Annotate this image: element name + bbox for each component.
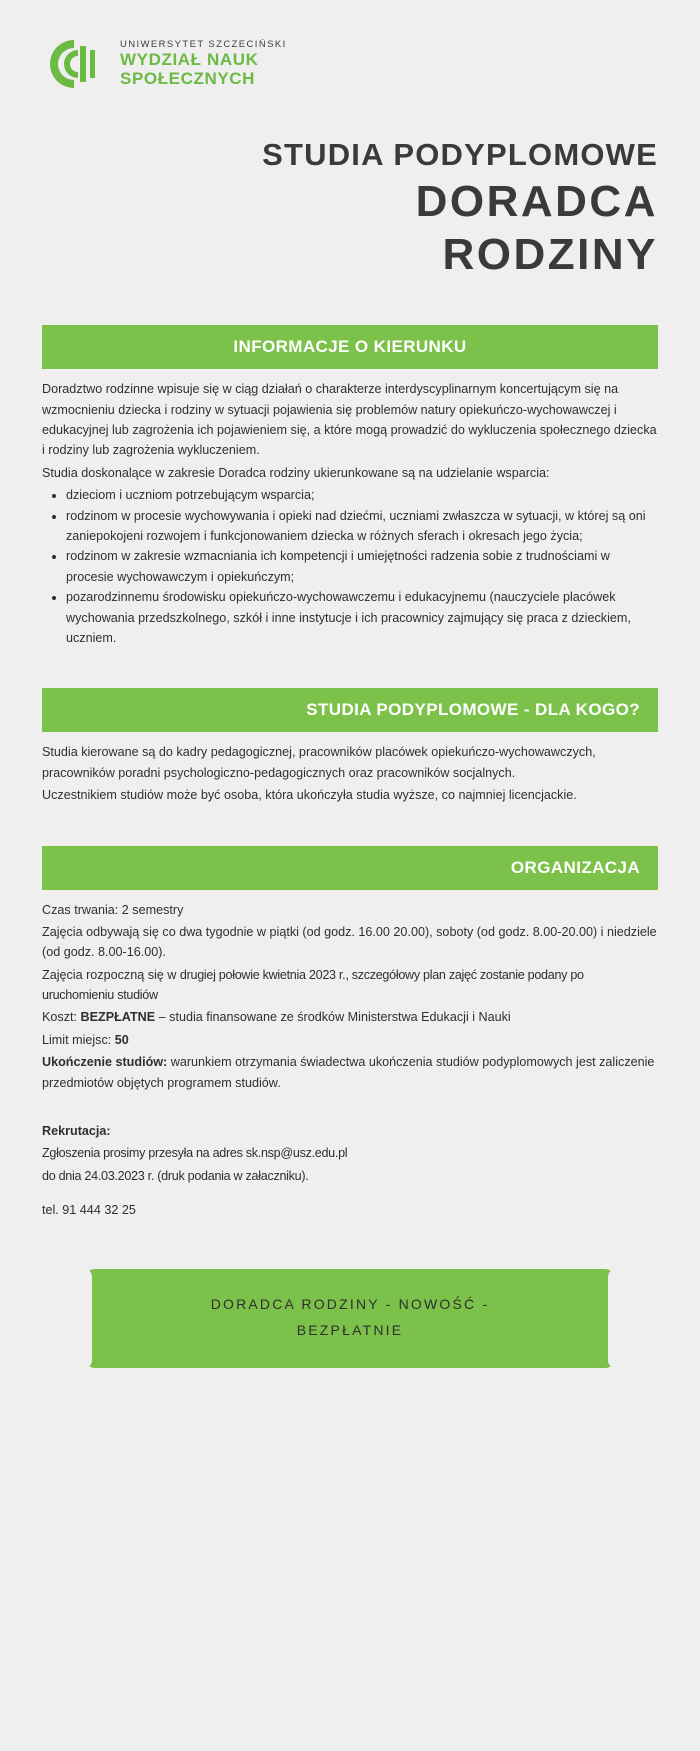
organizacja-start-prefix: Zajęcia rozpoczną się w [42, 967, 180, 982]
section-body-informacje [42, 369, 658, 648]
list-item: • rodzinom w procesie wychowywania i opieki nad dziećmi, uczniami zwłaszcza w sytuacji, w której są oni zaniepokojeni rozwojem i funkcjonowaniem dziecka w różnych sferach i okresach jego życia; [66, 506, 658, 547]
rekrutacja-email-line[interactable]: Zgłoszenia prosimy przesyła na adres sk.nsp@usz.edu.pl [42, 1146, 348, 1161]
section-heading-dla-kogo: STUDIA PODYPLOMOWE - DLA KOGO? [42, 688, 658, 732]
footer-banner-wrap [42, 1269, 658, 1368]
section-body-dla-kogo [42, 732, 658, 805]
logo-header [0, 0, 700, 96]
spacer [0, 648, 700, 688]
completion-rest: warunkiem otrzymania świadectwa ukończenia studiów podyplomowych jest zaliczenie przedmiotów objętych programem studiów. [42, 1055, 655, 1090]
limit-label: Limit miejsc: [42, 1032, 115, 1047]
list-item: • rodzinom w zakresie wzmacniania ich kompetencji i umiejętności radzenia sobie z trudnościami w procesie wychowawczym i opiekuńczym; [66, 546, 658, 587]
footer-line-1: DORADCA RODZINY - NOWOŚĆ - [210, 1295, 490, 1312]
title-main-line2: RODZINY [442, 229, 658, 279]
organizacja-duration: Czas trwania: 2 semestry [42, 902, 184, 917]
footer-banner [85, 1269, 615, 1368]
section-organizacja [42, 846, 658, 1094]
logo-line-faculty-2: SPOŁECZNYCH [120, 69, 256, 89]
organizacja-start-emphasis: drugiej połowie kwietnia 2023 r., szczegółowy plan zajęć zostanie podany po uruchomieniu studiów [42, 967, 584, 1003]
list-item: • pozarodzinnemu środowisku opiekuńczo-wychowawczemu i edukacyjnemu (nauczyciele placówek wychowania przedszkolnego, szkół i inne instytucje i ich pracownicy zajmujący się praca z dzieckiem, uczniem. [66, 587, 658, 648]
limit-value: 50 [114, 1032, 129, 1047]
section-rekrutacja [42, 1111, 658, 1221]
logo-line-university: UNIWERSYTET SZCZECIŃSKI [120, 38, 287, 50]
cost-value: BEZPŁATNE [80, 1010, 156, 1025]
footer-line-2: BEZPŁATNIE [296, 1322, 404, 1339]
organizacja-start [42, 965, 658, 1006]
cost-label: Koszt: [42, 1010, 81, 1025]
cost-rest: – studia finansowane ze środków Ministerstwa Edukacji i Nauki [155, 1010, 511, 1025]
spacer [0, 279, 700, 325]
section-heading-organizacja: ORGANIZACJA [42, 846, 658, 890]
bullet-list-informacje [42, 485, 658, 648]
paragraph: Studia doskonalące w zakresie Doradca rodziny ukierunkowane są na udzielanie wsparcia: [42, 465, 550, 480]
rekrutacja-body [42, 1111, 658, 1221]
logo-text [120, 40, 287, 89]
section-body-organizacja [42, 890, 658, 1094]
paragraph: Studia kierowane są do kadry pedagogicznej, pracowników placówek opiekuńczo-wychowawczych, pracowników poradni psychologiczno-pedagogicznych oraz pracowników socjalnych. [42, 745, 596, 780]
rekrutacja-phone: tel. 91 444 32 25 [42, 1203, 136, 1218]
completion-label: Ukończenie studiów: [42, 1055, 171, 1070]
paragraph: Uczestnikiem studiów może być osoba, która ukończyła studia wyższe, co najmniej licencjackie. [42, 788, 577, 803]
title-main-line1: DORADCA [415, 176, 658, 226]
organizacja-cost [42, 1007, 658, 1027]
university-logo-icon [42, 32, 106, 96]
section-informacje [42, 325, 658, 648]
organizacja-completion [42, 1052, 658, 1093]
spacer [0, 806, 700, 846]
title-subtitle: STUDIA PODYPLOMOWE [262, 137, 658, 172]
paragraph: Doradztwo rodzinne wpisuje się w ciąg działań o charakterze interdyscyplinarnym koncertującym się na wzmocnieniu dziecka i rodziny w sytuacji pojawienia się problemów natury opiekuńczo-wychowawczej i edukacyjnej lub zagrożenia ich pojawieniem się, a które mogą prowadzić do wykluczenia społecznego dziecka i rodziny lub zagrożenia wykluczeniem. [42, 382, 657, 458]
rekrutacja-heading: Rekrutacja: [42, 1124, 111, 1139]
list-item: • dzieciom i uczniom potrzebującym wsparcia; [66, 485, 658, 505]
page-title [42, 138, 658, 279]
organizacja-limit [42, 1030, 658, 1050]
spacer [0, 1093, 700, 1111]
organizacja-schedule: Zajęcia odbywają się co dwa tygodnie w piątki (od godz. 16.00 20.00), soboty (od godz. 8.00-20.00) i niedziele (od godz. 8.00-16.00). [42, 924, 657, 960]
section-dla-kogo [42, 688, 658, 805]
section-heading-informacje: INFORMACJE O KIERUNKU [42, 325, 658, 369]
rekrutacja-deadline-line: do dnia 24.03.2023 r. (druk podania w załaczniku). [42, 1168, 309, 1183]
logo-line-faculty-1: WYDZIAŁ NAUK [120, 50, 259, 70]
